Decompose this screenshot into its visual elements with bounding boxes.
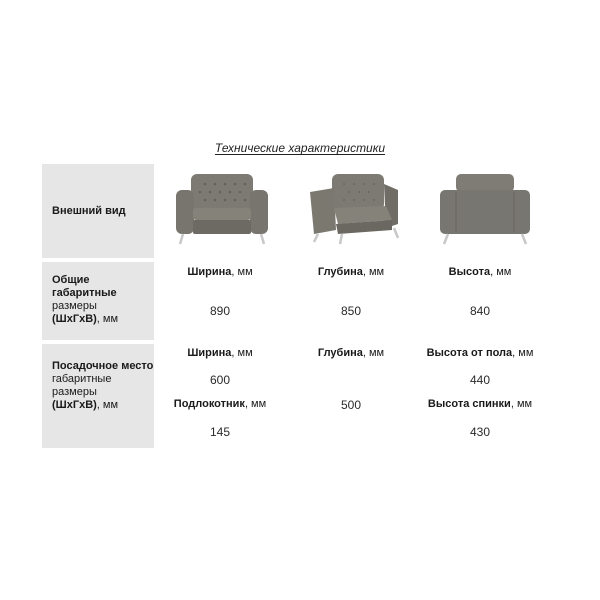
back-height-header: Высота спинки, мм — [427, 398, 533, 410]
seat-depth-value: 500 — [340, 398, 362, 412]
armrest-header: Подлокотник, мм — [173, 398, 267, 410]
label-appearance: Внешний вид — [42, 164, 154, 258]
label-overall-dimensions: Общие габаритные размеры (ШхГхВ), мм — [42, 262, 154, 340]
overall-height-header: Высота, мм — [448, 266, 512, 278]
seat-depth-header: Глубина, мм — [317, 347, 385, 359]
armrest-value: 145 — [209, 425, 231, 439]
chair-back-image — [436, 172, 534, 248]
page-title: Технические характеристики — [214, 141, 386, 155]
overall-height-value: 840 — [469, 304, 491, 318]
back-height-value: 430 — [469, 425, 491, 439]
chair-side-image — [306, 172, 406, 248]
seat-floor-height-header: Высота от пола, мм — [426, 347, 534, 359]
seat-width-value: 600 — [209, 373, 231, 387]
overall-width-header: Ширина, мм — [187, 266, 253, 278]
overall-depth-header: Глубина, мм — [317, 266, 385, 278]
seat-floor-height-value: 440 — [469, 373, 491, 387]
label-seat-dimensions: Посадочное место габаритные размеры (ШхГхВ), мм — [42, 344, 154, 448]
chair-front-image — [173, 172, 271, 248]
overall-depth-value: 850 — [340, 304, 362, 318]
overall-width-value: 890 — [209, 304, 231, 318]
seat-width-header: Ширина, мм — [187, 347, 253, 359]
